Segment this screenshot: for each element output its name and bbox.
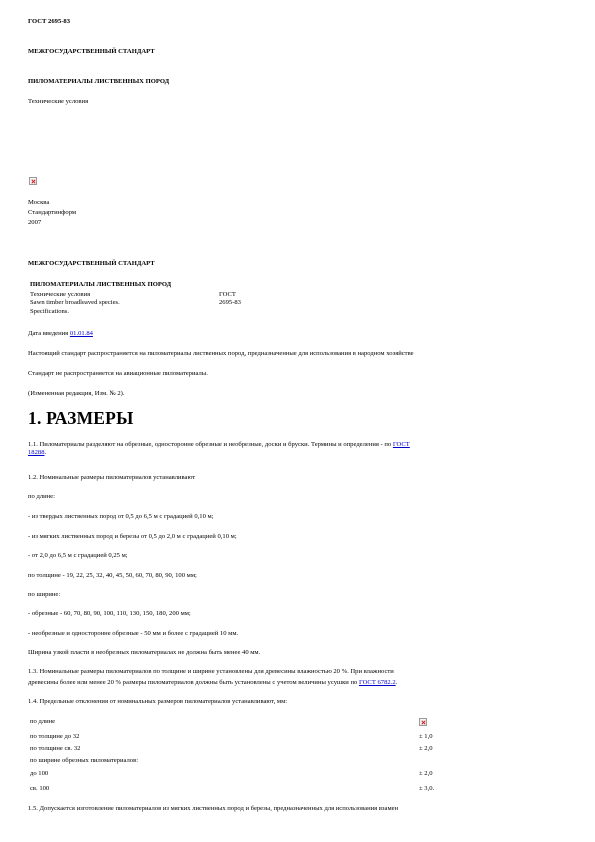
cover-city: Москва	[28, 199, 50, 206]
gost-number: 2695-83	[219, 299, 241, 306]
standard-type: МЕЖГОСУДАРСТВЕННЫЙ СТАНДАРТ	[28, 48, 155, 55]
tolerance-row: св. 100	[30, 785, 50, 792]
cover-publisher: Стандартинформ	[28, 209, 77, 216]
paragraph-1-3-line2: древесины более или менее 20 % размеры пиломатериалов должны быть установлены с учетом величины усушки по ГОСТ 6782.2.	[28, 679, 398, 686]
subtitle-repeat: Технические условия	[30, 291, 91, 298]
cover-year: 2007	[28, 219, 42, 226]
scope-paragraph: Настоящий стандарт распространяется на пиломатериалы лиственных пород, предназначенные для использования в народном хозяйстве	[28, 350, 414, 357]
by-length: по длине:	[28, 493, 55, 500]
broken-image-icon	[419, 718, 427, 726]
length-long: - от 2,0 до 6,5 м с градацией 0,25 м;	[28, 552, 128, 559]
broken-image-icon	[29, 177, 37, 185]
width-unedged: - необрезные и односторонне обрезные - 50 мм и более с градацией 10 мм.	[28, 630, 239, 637]
tolerance-row: по толщине св. 32	[30, 745, 81, 752]
by-thickness: по толщине - 19, 22, 25, 32, 40, 45, 50, 60, 70, 80, 90, 100 мм;	[28, 572, 197, 579]
tolerance-row: по длине	[30, 718, 56, 725]
tolerance-row: до 100	[30, 770, 49, 777]
gost-label: ГОСТ	[219, 291, 236, 298]
english-title-line1: Sawn timber broadleaved species.	[30, 299, 120, 306]
tolerance-value: ± 2,0	[419, 745, 433, 752]
width-edged: - обрезные - 60, 70, 80, 90, 100, 110, 130, 150, 180, 200 мм;	[28, 610, 191, 617]
standard-type-repeat: МЕЖГОСУДАРСТВЕННЫЙ СТАНДАРТ	[28, 260, 155, 267]
paragraph-1-3-line1: 1.3. Номинальные размеры пиломатериалов по толщине и ширине установлены для древесины влажностью 20 %. При влажности	[28, 668, 394, 675]
exclusion-paragraph: Стандарт не распространяется на авиационные пиломатериалы.	[28, 370, 208, 377]
narrow-face-note: Ширина узкой пласти в необрезных пиломатериалах не должна быть менее 40 мм.	[28, 649, 261, 656]
document-title: ПИЛОМАТЕРИАЛЫ ЛИСТВЕННЫХ ПОРОД	[28, 78, 170, 85]
tolerance-value: ± 3,0.	[419, 785, 435, 792]
paragraph-1-5: 1.5. Допускается изготовление пиломатериалов из мягких лиственных пород и березы, предназначенных для использования взамен	[28, 805, 399, 812]
tolerance-value: ± 2,0	[419, 770, 433, 777]
effective-date-label: Дата введения	[28, 330, 69, 337]
paragraph-1-4: 1.4. Предельные отклонения от номинальных размеров пиломатериалов устанавливают, мм:	[28, 698, 288, 705]
paragraph-1-2: 1.2. Номинальные размеры пиломатериалов устанавливают	[28, 474, 196, 481]
gost-6782-link[interactable]: ГОСТ 6782.2	[358, 679, 396, 686]
document-subtitle: Технические условия	[28, 98, 89, 105]
tolerance-row: по ширине обрезных пиломатериалов:	[30, 757, 139, 764]
english-title-line2: Specifications.	[30, 308, 70, 315]
amendment-note: (Измененная редакция, Изм. № 2).	[28, 390, 125, 397]
tolerance-row: по толщине до 32	[30, 733, 80, 740]
gost-18288-link[interactable]: ГОСТ 18288	[28, 441, 410, 457]
title-repeat: ПИЛОМАТЕРИАЛЫ ЛИСТВЕННЫХ ПОРОД	[30, 281, 172, 288]
by-width: по ширине:	[28, 591, 61, 598]
document-id: ГОСТ 2695-83	[28, 18, 71, 25]
length-hardwood: - из твердых лиственных пород от 0,5 до 6,5 м с градацией 0,10 м;	[28, 513, 214, 520]
paragraph-1-1: 1.1. Пиломатериалы разделяют на обрезные, односторонне обрезные и необрезные, доски и бруски. Термины и определения - по ГОСТ 18288.	[28, 441, 410, 457]
section-heading: 1. РАЗМЕРЫ	[28, 408, 134, 428]
effective-date	[28, 330, 93, 338]
effective-date-link[interactable]: 01.01.84	[69, 330, 93, 337]
length-softwood: - из мягких лиственных пород и березы от 0,5 до 2,0 м с градацией 0,10 м;	[28, 533, 237, 540]
tolerance-value: ± 1,0	[419, 733, 433, 740]
